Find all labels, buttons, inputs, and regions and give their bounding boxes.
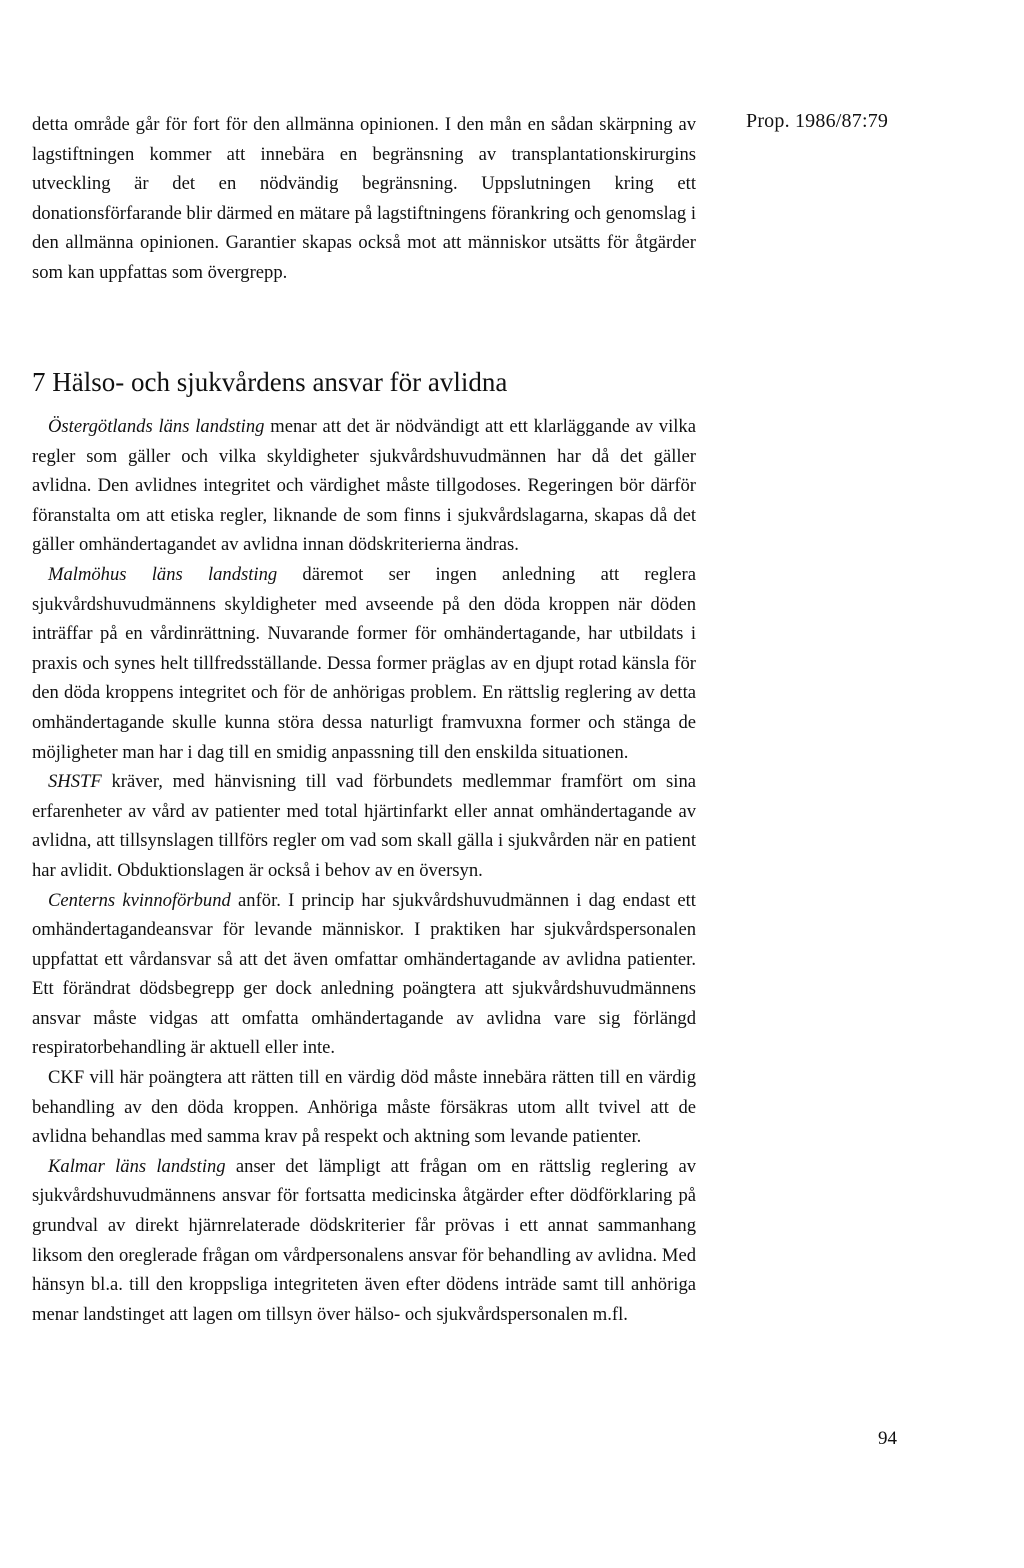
organization-name: SHSTF [48,771,102,793]
paragraph-shstf [32,767,696,885]
organization-name: Malmöhus läns landsting [48,563,278,585]
intro-text-block [32,110,696,288]
organization-name: Östergötlands läns landsting [48,416,265,437]
section-heading: 7 Hälso- och sjukvårdens ansvar för avlidna [32,367,508,397]
organization-name: Centerns kvinnoförbund [48,889,231,911]
paragraph-text: anför. I princip har sjukvårdshuvudmännen i dag endast ett omhändertagandeansvar för levande människor. I praktiken har sjukvårdspersonalen uppfattat ett vårdansvar så att det även omfattar omhändertagande av avlidna patienter. Ett förändrat dödsbegrepp ger dock anledning poängtera att sjukvårdshuvudmännens ansvar måste vidgas att omfatta omhändertagande av avlidna vare sig förlängd respiratorbehandling är aktuell eller inte. [32,889,696,1059]
paragraph-text: däremot ser ingen anledning att reglera sjukvårdshuvudmännens skyldigheter med avseende på den döda kroppen när döden inträffar på en vårdinrättning. Nuvarande former för omhändertagande, har utbildats i praxis och synes helt tillfredsställande. Dessa former präglas av en djupt rotad känsla för den döda kroppens integritet och för de anhörigas problem. En rättslig reglering av detta omhändertagande skulle kunna störa dessa naturligt framvuxna former och stänga de möjligheter man har i dag till en smidig anpassning till den enskilda situationen. [32,563,696,763]
paragraph-ckf [32,1063,696,1152]
intro-paragraph: detta område går för fort för den allmänna opinionen. I den mån en sådan skärpning av lagstiftningen kommer att innebära en begränsning av transplantationskirurgins utveckling är det en nödvändig begränsning. Uppslutningen kring ett donationsförfarande blir därmed en mätare på lagstiftningens förankring och genomslag i den allmänna opinionen. Garantier skapas också mot att människor utsätts för åtgärder som kan uppfattas som övergrepp. [32,114,696,283]
paragraph-malmohus [32,560,696,767]
paragraph-text: menar att det är nödvändigt att ett klarläggande av vilka regler som gäller och vilka skyldigheter sjukvårdshuvudmännen har då det gäller avlidna. Den avlidnes integritet och värdighet måste tillgodoses. Regeringen bör därför föranstalta om att etiska regler, liknande de som finns i sjukvårdslagarna, skapas då det gäller omhändertagandet av avlidna innan dödskriterierna ändras. [32,416,696,556]
paragraph-centerns-kvinnoforbund [32,886,696,1064]
organization-name: Kalmar läns landsting [48,1155,226,1177]
proposition-reference: Prop. 1986/87:79 [746,110,889,132]
page-number: 94 [878,1428,897,1449]
paragraph-text: kräver, med hänvisning till vad förbundets medlemmar framfört om sina erfarenheter av vård av patienter med total hjärtinfarkt eller annat omhändertagande av avlidna, att tillsynslagen tillförs regler om vad som skall gälla i sjukvården när en patient har avlidit. Obduktionslagen är också i behov av en översyn. [32,771,696,881]
paragraph-ostergotland [32,412,696,560]
section-body [32,412,696,1329]
paragraph-text: CKF vill här poängtera att rätten till en värdig död måste innebära rätten till en värdig behandling av den döda kroppen. Anhöriga måste försäkras utom allt tvivel att de avlidna behandlas med samma krav på respekt och aktning som levande patienter. [32,1067,696,1148]
paragraph-kalmar [32,1152,696,1330]
paragraph-text: anser det lämpligt att frågan om en rättslig reglering av sjukvårdshuvudmännens ansvar för fortsatta medicinska åtgärder efter dödförklaring på grundval av direkt hjärnrelaterade dödskriterier får prövas i ett annat sammanhang liksom den oreglerade frågan om vårdpersonalens ansvar för behandling av avlidna. Med hänsyn bl.a. till den kroppsliga integriteten även efter dödens inträde samt till anhöriga menar landstinget att lagen om tillsyn över hälso- och sjukvårdspersonalen m.fl. [32,1155,696,1325]
